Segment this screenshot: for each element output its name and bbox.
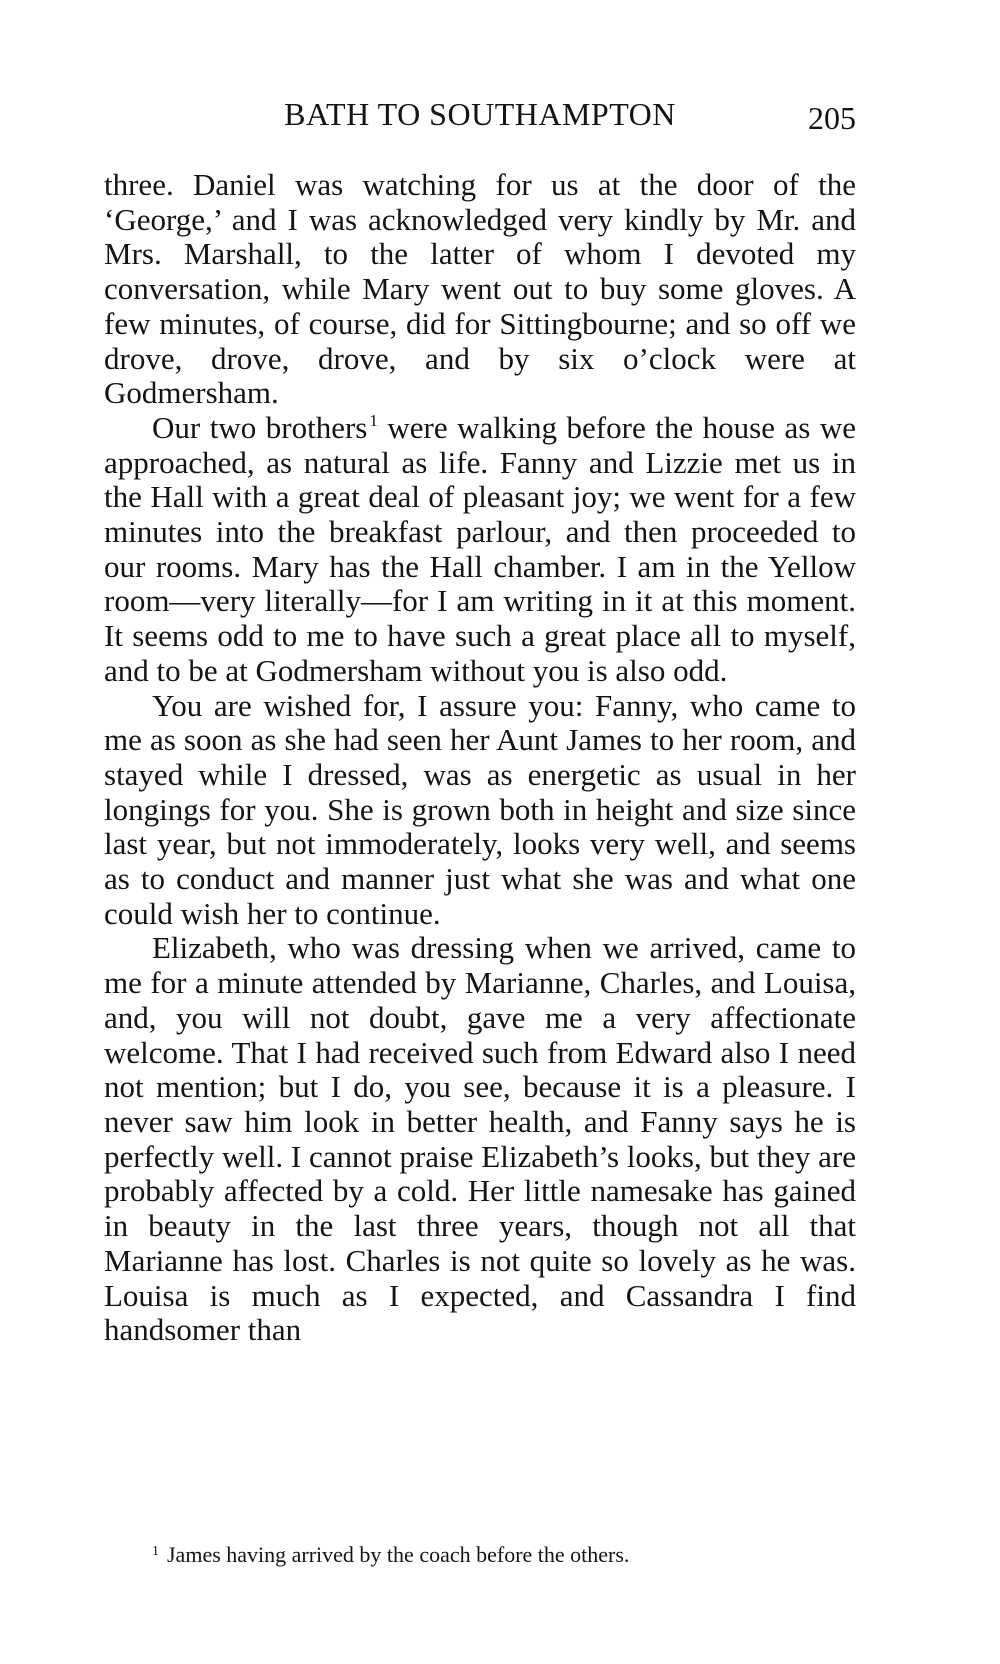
running-head — [104, 96, 856, 144]
footnote-text: James having arrived by the coach before the others. — [167, 1542, 630, 1567]
running-title: BATH TO SOUTHAMPTON — [284, 96, 676, 132]
page-number: 205 — [808, 100, 856, 136]
footnote-reference: 1 — [369, 410, 378, 430]
paragraph-2-start: Our two brothers — [152, 409, 368, 445]
body-text — [104, 168, 856, 1348]
paragraph-4: Elizabeth, who was dressing when we arrived, came to me for a minute attended by Marianne, Charles, and Louisa, and, you will not doubt, gave me a very affectionate welcome. That I had received such from Edward also I need not mention; but I do, you see, because it is a pleasure. I never saw him look in better health, and Fanny says he is perfectly well. I cannot praise Elizabeth’s looks, but they are probably affected by a cold. Her little namesake has gained in beauty in the last three years, though not all that Marianne has lost. Charles is not quite so lovely as he was. Louisa is much as I expected, and Cassandra I find handsomer than — [104, 930, 856, 1348]
paragraph-3: You are wished for, I assure you: Fanny, who came to me as soon as she had seen her Aunt James to her room, and stayed while I dressed, was as energetic as usual in her longings for you. She is grown both in height and size since last year, but not immoderately, looks very well, and seems as to conduct and manner just what she was and what one could wish her to continue. — [104, 687, 856, 931]
footnote-mark: 1 — [152, 1544, 159, 1559]
paragraph-2 — [104, 411, 856, 689]
paragraph-2-rest: were walking before the house as we approached, as natural as life. Fanny and Lizzie met us in the Hall with a great deal of pleasant joy; we went for a few minutes into the breakfast parlour, and then proceeded to our rooms. Mary has the Hall chamber. I am in the Yellow room—very literally—for I am writing in it at this moment. It seems odd to me to have such a great place all to myself, and to be at Godmersham without you is also odd. — [104, 409, 856, 688]
footnote — [152, 1538, 856, 1569]
paragraph-1: three. Daniel was watching for us at the door of the ‘George,’ and I was acknowledged very kindly by Mr. and Mrs. Marshall, to the latter of whom I devoted my conversation, while Mary went out to buy some gloves. A few minutes, of course, did for Sittingbourne; and so off we drove, drove, drove, and by six o’clock were at Godmersham. — [104, 167, 856, 411]
